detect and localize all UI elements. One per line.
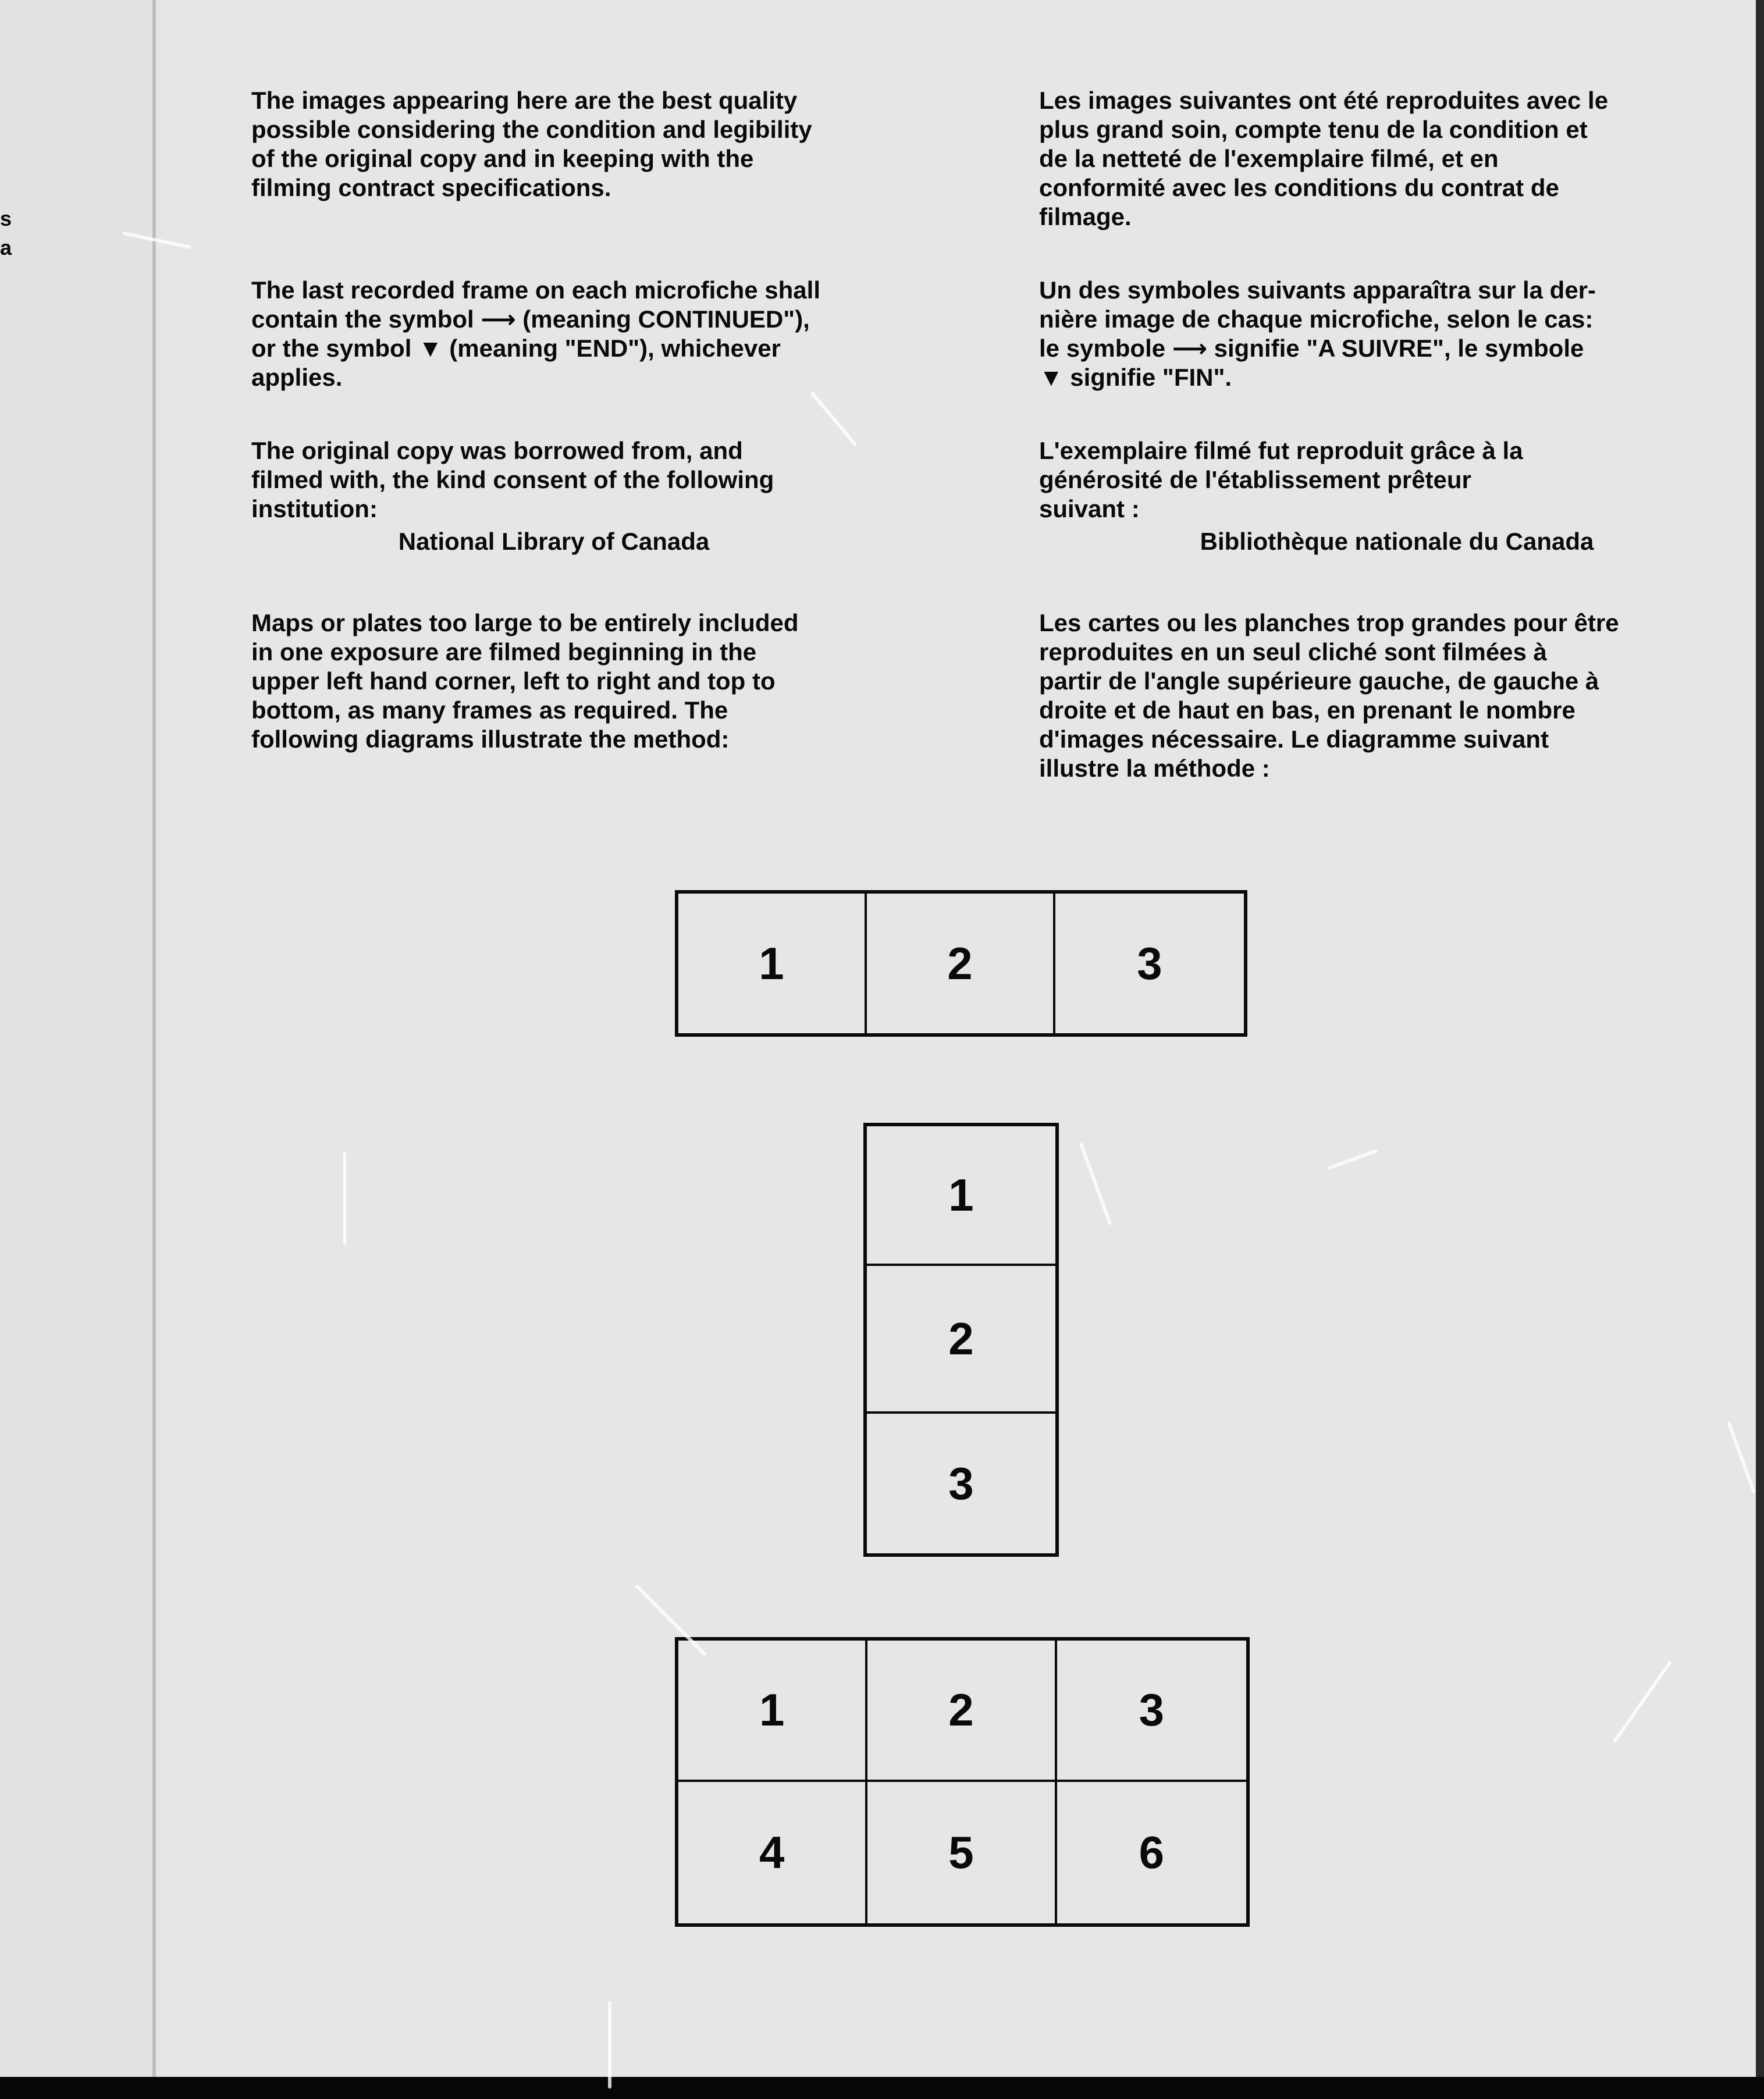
film-scratch [1613,1660,1672,1744]
frame-cell: 4 [678,1782,867,1923]
frame-cell: 2 [867,894,1055,1033]
frame-cell: 1 [678,1641,867,1782]
diagram-vertical-frames [863,1123,1059,1557]
frame-cell: 5 [867,1782,1057,1923]
film-scratch [635,1584,707,1656]
fr-institution-name: Bibliothèque nationale du Canada [1200,528,1594,555]
diagram-horizontal-frames [675,890,1247,1037]
en-institution-paragraph: The original copy was borrowed from, and filmed with, the kind consent of the following institution: [251,437,774,522]
frame-cell: 3 [1137,937,1162,989]
page-edge-shadow [152,0,156,2077]
fr-symbol-paragraph: Un des symboles suivants apparaîtra sur la der- nière image de chaque microfiche, selon le cas: le symbole ⟶ signifie "A SUIVRE", le symbole ▼ signifie "FIN". [1039,276,1596,391]
frame-cell: 6 [1139,1827,1165,1878]
fr-maps-paragraph: Les cartes ou les planches trop grandes pour être reproduites en un seul cliché sont filmées à partir de l'angle supérieure gauche, de gauche à droite et de haut en bas, en prenant le nombre d'images nécessaire. Le diagramme suivant illustre la méthode : [1039,609,1619,782]
film-scratch [343,1152,346,1245]
diagram-grid-frames [675,1637,1250,1927]
frame-cell: 2 [867,1641,1057,1782]
film-scratch [1328,1149,1378,1170]
film-scratch [1079,1142,1112,1225]
frame-cell: 1 [678,894,867,1033]
en-symbol-paragraph: The last recorded frame on each microfiche shall contain the symbol ⟶ (meaning CONTINUED"), or the symbol ▼ (meaning "END"), whichever applies. [251,276,820,391]
frame-cell: 1 [867,1126,1055,1266]
frame-cell: 3 [948,1457,974,1509]
strip-fragment-2: a [0,236,12,259]
frame-cell: 3 [1057,1641,1246,1782]
fr-quality-paragraph: Les images suivantes ont été reproduites avec le plus grand soin, compte tenu de la condition et de la netteté de l'exemplaire filmé, et en conformité avec les conditions du contrat de filmage. [1039,87,1609,230]
bottom-film-edge [0,2077,1764,2099]
fr-institution-paragraph: L'exemplaire filmé fut reproduit grâce à la générosité de l'établissement prêteur suivant : [1039,437,1523,522]
strip-fragment-1: s [0,207,12,230]
en-maps-paragraph: Maps or plates too large to be entirely included in one exposure are filmed beginning in the upper left hand corner, left to right and top to bottom, as many frames as required. The following diagrams illustrate the method: [251,609,799,753]
en-quality-paragraph: The images appearing here are the best quality possible considering the condition and legibility of the original copy and in keeping with the filming contract specifications. [251,87,812,201]
en-institution-name: National Library of Canada [398,528,710,555]
right-film-edge [1756,0,1764,2077]
film-scratch [608,2001,611,2089]
film-scratch [1727,1421,1756,1493]
frame-cell: 2 [867,1266,1055,1414]
previous-page-strip [0,0,152,2077]
